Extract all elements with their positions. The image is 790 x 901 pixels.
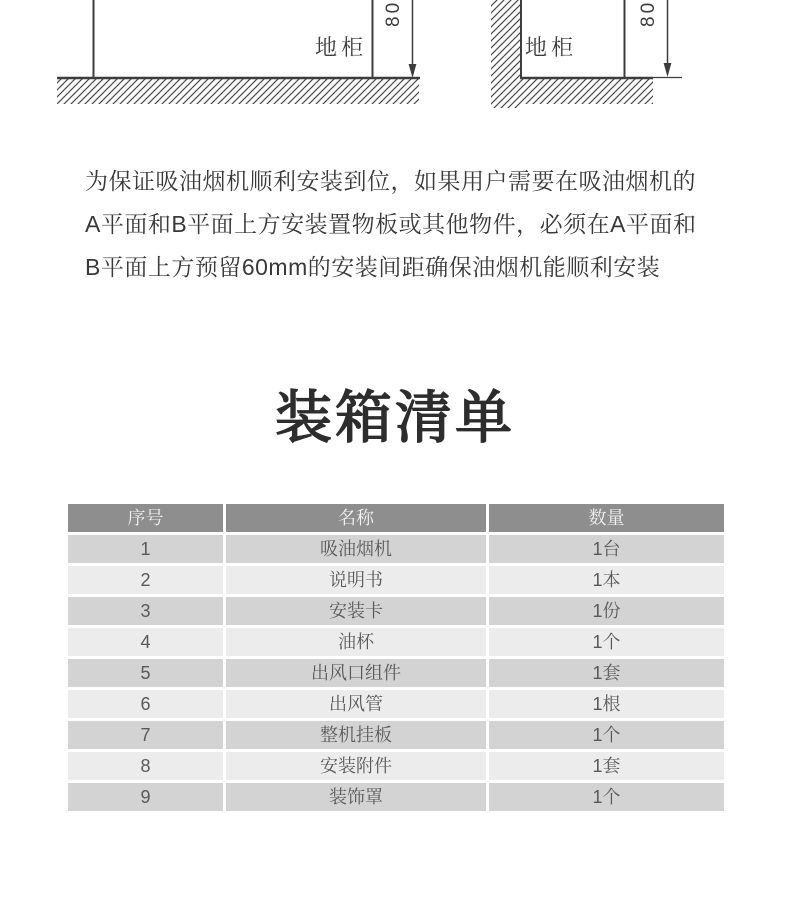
wall-hatch (491, 0, 521, 108)
cell-qty: 1个 (489, 783, 724, 811)
cell-qty: 1套 (489, 752, 724, 780)
table-header-row (68, 504, 724, 532)
installation-note (85, 160, 725, 289)
cell-no: 2 (68, 566, 223, 594)
arrow-down-icon (409, 64, 417, 78)
diagram-floor-cabinet-right (491, 0, 682, 108)
page-title: 装箱清单 (275, 386, 515, 450)
cell-no: 9 (68, 783, 223, 811)
cell-no: 4 (68, 628, 223, 656)
cell-qty: 1根 (489, 690, 724, 718)
cell-no: 3 (68, 597, 223, 625)
cell-no: 5 (68, 659, 223, 687)
floor-hatch (57, 79, 419, 104)
cell-name: 油杯 (226, 628, 486, 656)
cell-no: 8 (68, 752, 223, 780)
diagram-floor-cabinet-left (57, 0, 420, 104)
cell-name: 说明书 (226, 566, 486, 594)
floor-hatch (521, 79, 653, 104)
column-header-name: 名称 (226, 504, 486, 532)
table-row (68, 659, 724, 687)
cell-name: 安装附件 (226, 752, 486, 780)
cell-qty: 1套 (489, 659, 724, 687)
table-row (68, 783, 724, 811)
cell-qty: 1份 (489, 597, 724, 625)
table-row (68, 535, 724, 563)
cell-name: 吸油烟机 (226, 535, 486, 563)
cabinet-label: 地柜 (524, 35, 578, 60)
table-row (68, 721, 724, 749)
cell-name: 装饰罩 (226, 783, 486, 811)
cell-name: 整机挂板 (226, 721, 486, 749)
cell-no: 6 (68, 690, 223, 718)
cell-qty: 1台 (489, 535, 724, 563)
table-row (68, 690, 724, 718)
installation-diagrams (0, 0, 790, 112)
dimension-value: 80 (638, 0, 659, 27)
cell-no: 1 (68, 535, 223, 563)
table-row (68, 566, 724, 594)
note-line: B平面上方预留60mm的安装间距确保油烟机能顺利安装 (85, 254, 661, 280)
cell-qty: 1本 (489, 566, 724, 594)
column-header-qty: 数量 (489, 504, 724, 532)
cell-no: 7 (68, 721, 223, 749)
cell-name: 出风管 (226, 690, 486, 718)
table-row (68, 628, 724, 656)
packing-list-table (65, 501, 727, 814)
table-row (68, 597, 724, 625)
cell-qty: 1个 (489, 721, 724, 749)
table-row (68, 752, 724, 780)
dimension-value: 80 (383, 0, 404, 27)
cell-name: 出风口组件 (226, 659, 486, 687)
arrow-down-icon (664, 63, 672, 77)
note-line: A平面和B平面上方安装置物板或其他物件，必须在A平面和 (85, 211, 697, 237)
note-line: 为保证吸油烟机顺利安装到位，如果用户需要在吸油烟机的 (85, 168, 696, 194)
cabinet-label: 地柜 (314, 35, 368, 60)
cell-qty: 1个 (489, 628, 724, 656)
cell-name: 安装卡 (226, 597, 486, 625)
column-header-no: 序号 (68, 504, 223, 532)
